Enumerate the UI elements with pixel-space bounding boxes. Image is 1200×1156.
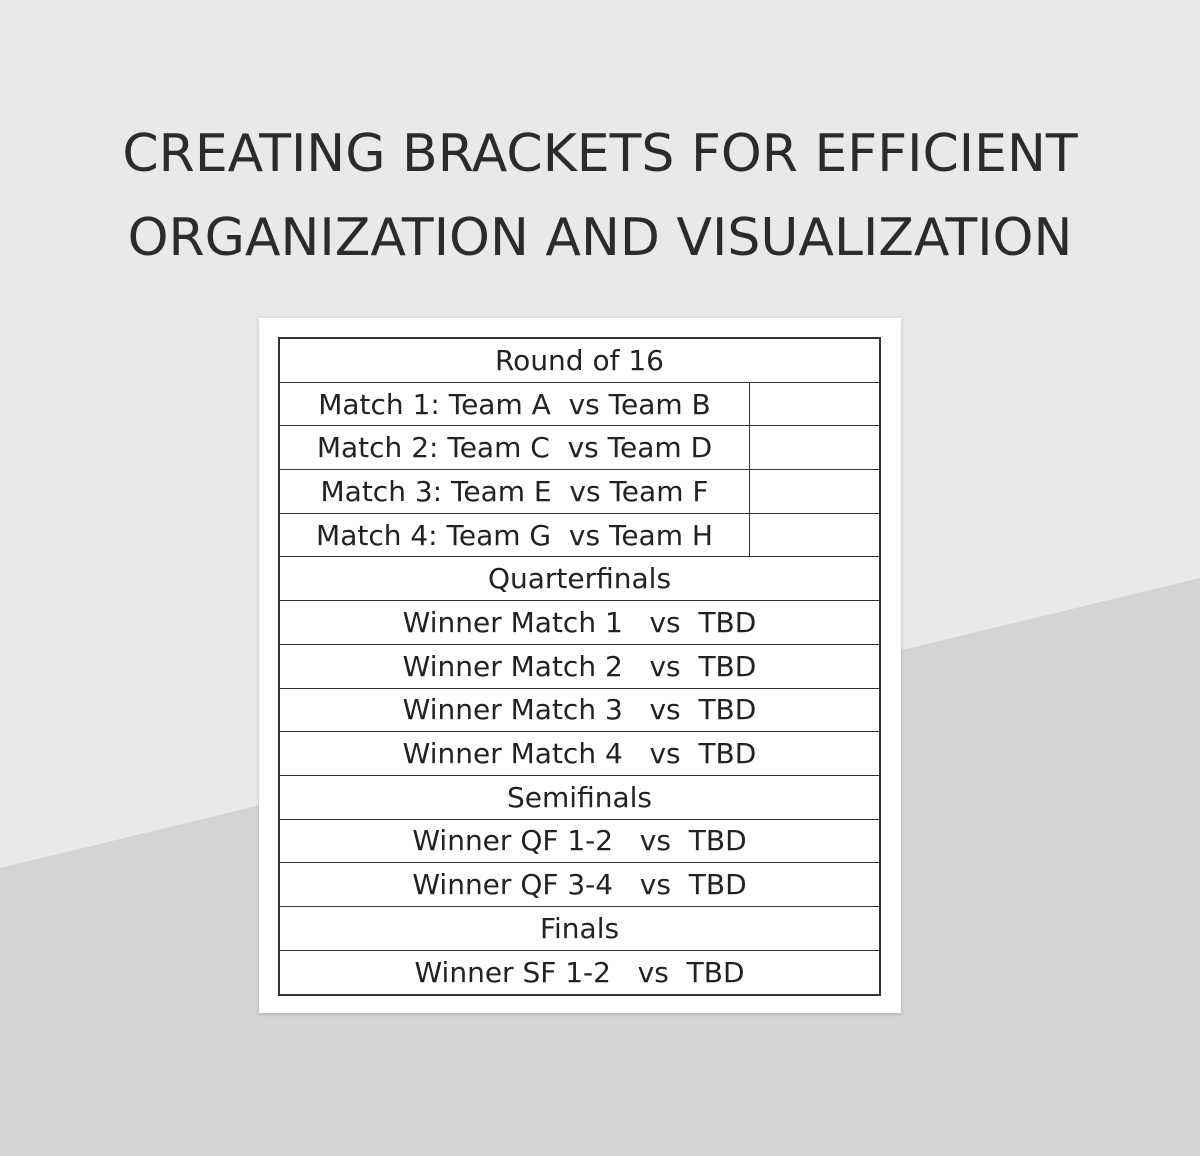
result-cell[interactable] (750, 426, 879, 469)
table-row[interactable]: Winner SF 1-2 vs TBD (414, 955, 745, 989)
table-row (280, 470, 879, 514)
table-row[interactable]: Winner Match 4 vs TBD (280, 732, 879, 776)
title-line-1: CREATING BRACKETS FOR EFFICIENT (122, 124, 1078, 184)
title-line-2: ORGANIZATION AND VISUALIZATION (127, 208, 1073, 268)
table-row (280, 426, 879, 470)
table-row[interactable]: Winner Match 2 vs TBD (280, 645, 879, 689)
match-cell[interactable]: Match 4: Team G vs Team H (280, 514, 750, 557)
table-row[interactable]: Winner QF 3-4 vs TBD (280, 863, 879, 907)
result-cell[interactable] (750, 470, 879, 513)
table-row (280, 514, 879, 558)
result-cell[interactable] (750, 514, 879, 557)
match-cell[interactable]: Match 3: Team E vs Team F (280, 470, 750, 513)
semifinals-header: Semifinals (280, 776, 879, 820)
quarterfinals-header: Quarterfinals (280, 557, 879, 601)
page-title (0, 112, 1200, 280)
bracket-table (278, 337, 881, 996)
finals-header: Finals (280, 907, 879, 951)
table-row (280, 383, 879, 427)
match-cell[interactable]: Match 1: Team A vs Team B (280, 383, 750, 426)
table-row[interactable]: Winner Match 1 vs TBD (280, 601, 879, 645)
result-cell[interactable] (750, 383, 879, 426)
bracket-sheet (259, 318, 901, 1013)
table-row[interactable]: Winner Match 3 vs TBD (280, 689, 879, 733)
match-cell[interactable]: Match 2: Team C vs Team D (280, 426, 750, 469)
round-of-16-header: Round of 16 (280, 339, 879, 383)
table-row[interactable]: Winner QF 1-2 vs TBD (280, 820, 879, 864)
